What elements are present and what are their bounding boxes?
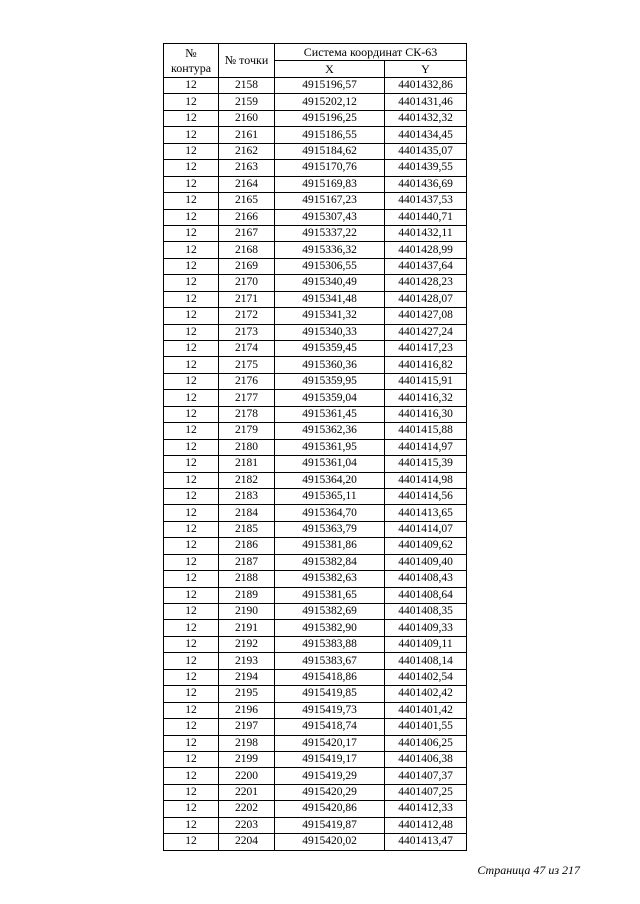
y-cell: 4401431,46	[385, 94, 467, 110]
table-row	[164, 817, 467, 833]
x-cell: 4915364,20	[275, 472, 385, 488]
y-cell: 4401407,25	[385, 784, 467, 800]
contour-cell: 12	[164, 719, 219, 735]
contour-cell: 12	[164, 521, 219, 537]
y-cell: 4401436,69	[385, 176, 467, 192]
contour-cell: 12	[164, 784, 219, 800]
y-cell: 4401434,45	[385, 127, 467, 143]
table-row	[164, 291, 467, 307]
y-cell: 4401427,24	[385, 324, 467, 340]
y-cell: 4401402,42	[385, 686, 467, 702]
contour-cell: 12	[164, 472, 219, 488]
contour-cell: 12	[164, 587, 219, 603]
point-cell: 2178	[219, 406, 275, 422]
y-cell: 4401408,43	[385, 571, 467, 587]
x-cell: 4915169,83	[275, 176, 385, 192]
point-cell: 2181	[219, 456, 275, 472]
y-cell: 4401408,14	[385, 653, 467, 669]
y-cell: 4401401,42	[385, 702, 467, 718]
x-cell: 4915337,22	[275, 225, 385, 241]
x-cell: 4915362,36	[275, 423, 385, 439]
header-coordinate-system: Система координат СК-63	[275, 44, 467, 61]
y-cell: 4401416,32	[385, 390, 467, 406]
point-cell: 2175	[219, 357, 275, 373]
table-row	[164, 686, 467, 702]
header-y: Y	[385, 61, 467, 78]
point-cell: 2186	[219, 538, 275, 554]
contour-cell: 12	[164, 78, 219, 94]
x-cell: 4915360,36	[275, 357, 385, 373]
x-cell: 4915341,32	[275, 308, 385, 324]
table-row	[164, 604, 467, 620]
table-row	[164, 110, 467, 126]
x-cell: 4915184,62	[275, 143, 385, 159]
contour-cell: 12	[164, 110, 219, 126]
header-contour-line2: контура	[170, 60, 212, 75]
x-cell: 4915364,70	[275, 505, 385, 521]
y-cell: 4401408,64	[385, 587, 467, 603]
x-cell: 4915361,45	[275, 406, 385, 422]
table-row	[164, 341, 467, 357]
contour-cell: 12	[164, 291, 219, 307]
point-cell: 2171	[219, 291, 275, 307]
header-point-number: № точки	[219, 44, 275, 78]
x-cell: 4915336,32	[275, 242, 385, 258]
contour-cell: 12	[164, 209, 219, 225]
point-cell: 2200	[219, 768, 275, 784]
table-row	[164, 653, 467, 669]
x-cell: 4915340,33	[275, 324, 385, 340]
table-row	[164, 127, 467, 143]
point-cell: 2199	[219, 751, 275, 767]
x-cell: 4915381,65	[275, 587, 385, 603]
table-row	[164, 94, 467, 110]
table-row	[164, 719, 467, 735]
contour-cell: 12	[164, 505, 219, 521]
x-cell: 4915382,90	[275, 620, 385, 636]
y-cell: 4401437,64	[385, 258, 467, 274]
table-row	[164, 423, 467, 439]
x-cell: 4915382,63	[275, 571, 385, 587]
table-row	[164, 571, 467, 587]
table-row	[164, 636, 467, 652]
y-cell: 4401408,35	[385, 604, 467, 620]
contour-cell: 12	[164, 834, 219, 850]
y-cell: 4401435,07	[385, 143, 467, 159]
contour-cell: 12	[164, 604, 219, 620]
point-cell: 2192	[219, 636, 275, 652]
table-row	[164, 160, 467, 176]
y-cell: 4401439,55	[385, 160, 467, 176]
y-cell: 4401406,25	[385, 735, 467, 751]
point-cell: 2177	[219, 390, 275, 406]
x-cell: 4915419,73	[275, 702, 385, 718]
table-row	[164, 193, 467, 209]
y-cell: 4401414,56	[385, 488, 467, 504]
point-cell: 2182	[219, 472, 275, 488]
table-row	[164, 143, 467, 159]
contour-cell: 12	[164, 193, 219, 209]
contour-cell: 12	[164, 653, 219, 669]
point-cell: 2176	[219, 373, 275, 389]
table-row	[164, 784, 467, 800]
contour-cell: 12	[164, 341, 219, 357]
point-cell: 2188	[219, 571, 275, 587]
table-row	[164, 258, 467, 274]
x-cell: 4915361,95	[275, 439, 385, 455]
point-cell: 2191	[219, 620, 275, 636]
coordinates-table	[163, 43, 467, 851]
y-cell: 4401437,53	[385, 193, 467, 209]
table-row	[164, 538, 467, 554]
table-row	[164, 275, 467, 291]
y-cell: 4401428,99	[385, 242, 467, 258]
contour-cell: 12	[164, 390, 219, 406]
point-cell: 2203	[219, 817, 275, 833]
x-cell: 4915196,25	[275, 110, 385, 126]
contour-cell: 12	[164, 538, 219, 554]
x-cell: 4915306,55	[275, 258, 385, 274]
table-row	[164, 357, 467, 373]
table-row	[164, 308, 467, 324]
y-cell: 4401409,11	[385, 636, 467, 652]
table-row	[164, 587, 467, 603]
point-cell: 2166	[219, 209, 275, 225]
contour-cell: 12	[164, 768, 219, 784]
table-row	[164, 521, 467, 537]
point-cell: 2164	[219, 176, 275, 192]
x-cell: 4915363,79	[275, 521, 385, 537]
y-cell: 4401409,33	[385, 620, 467, 636]
table-row	[164, 735, 467, 751]
contour-cell: 12	[164, 160, 219, 176]
y-cell: 4401413,65	[385, 505, 467, 521]
x-cell: 4915418,86	[275, 669, 385, 685]
point-cell: 2161	[219, 127, 275, 143]
x-cell: 4915361,04	[275, 456, 385, 472]
y-cell: 4401402,54	[385, 669, 467, 685]
table-row	[164, 225, 467, 241]
y-cell: 4401415,39	[385, 456, 467, 472]
header-x: X	[275, 61, 385, 78]
y-cell: 4401412,33	[385, 801, 467, 817]
table-header	[164, 44, 467, 78]
point-cell: 2162	[219, 143, 275, 159]
table-row	[164, 472, 467, 488]
x-cell: 4915382,84	[275, 554, 385, 570]
y-cell: 4401414,07	[385, 521, 467, 537]
x-cell: 4915420,17	[275, 735, 385, 751]
y-cell: 4401409,40	[385, 554, 467, 570]
x-cell: 4915186,55	[275, 127, 385, 143]
x-cell: 4915420,29	[275, 784, 385, 800]
x-cell: 4915418,74	[275, 719, 385, 735]
contour-cell: 12	[164, 225, 219, 241]
y-cell: 4401412,48	[385, 817, 467, 833]
x-cell: 4915365,11	[275, 488, 385, 504]
x-cell: 4915170,76	[275, 160, 385, 176]
x-cell: 4915419,85	[275, 686, 385, 702]
point-cell: 2174	[219, 341, 275, 357]
x-cell: 4915341,48	[275, 291, 385, 307]
x-cell: 4915340,49	[275, 275, 385, 291]
point-cell: 2204	[219, 834, 275, 850]
y-cell: 4401416,30	[385, 406, 467, 422]
contour-cell: 12	[164, 636, 219, 652]
point-cell: 2194	[219, 669, 275, 685]
table-row	[164, 406, 467, 422]
point-cell: 2163	[219, 160, 275, 176]
contour-cell: 12	[164, 801, 219, 817]
x-cell: 4915167,23	[275, 193, 385, 209]
y-cell: 4401432,32	[385, 110, 467, 126]
table-row	[164, 702, 467, 718]
y-cell: 4401413,47	[385, 834, 467, 850]
contour-cell: 12	[164, 620, 219, 636]
y-cell: 4401427,08	[385, 308, 467, 324]
contour-cell: 12	[164, 176, 219, 192]
page-number: Страница 47 из 217	[477, 863, 580, 877]
x-cell: 4915359,04	[275, 390, 385, 406]
y-cell: 4401432,86	[385, 78, 467, 94]
header-contour-line1: №	[185, 45, 197, 60]
point-cell: 2158	[219, 78, 275, 94]
y-cell: 4401416,82	[385, 357, 467, 373]
y-cell: 4401428,23	[385, 275, 467, 291]
contour-cell: 12	[164, 406, 219, 422]
contour-cell: 12	[164, 439, 219, 455]
x-cell: 4915382,69	[275, 604, 385, 620]
point-cell: 2201	[219, 784, 275, 800]
table-row	[164, 768, 467, 784]
point-cell: 2197	[219, 719, 275, 735]
point-cell: 2180	[219, 439, 275, 455]
point-cell: 2187	[219, 554, 275, 570]
x-cell: 4915307,43	[275, 209, 385, 225]
header-contour-number	[164, 44, 219, 78]
point-cell: 2195	[219, 686, 275, 702]
point-cell: 2160	[219, 110, 275, 126]
point-cell: 2165	[219, 193, 275, 209]
table-row	[164, 834, 467, 850]
y-cell: 4401409,62	[385, 538, 467, 554]
y-cell: 4401415,88	[385, 423, 467, 439]
point-cell: 2169	[219, 258, 275, 274]
table-row	[164, 209, 467, 225]
contour-cell: 12	[164, 127, 219, 143]
contour-cell: 12	[164, 357, 219, 373]
point-cell: 2173	[219, 324, 275, 340]
contour-cell: 12	[164, 143, 219, 159]
point-cell: 2190	[219, 604, 275, 620]
point-cell: 2196	[219, 702, 275, 718]
point-cell: 2202	[219, 801, 275, 817]
y-cell: 4401417,23	[385, 341, 467, 357]
contour-cell: 12	[164, 554, 219, 570]
y-cell: 4401406,38	[385, 751, 467, 767]
table-row	[164, 488, 467, 504]
table-row	[164, 456, 467, 472]
y-cell: 4401401,55	[385, 719, 467, 735]
contour-cell: 12	[164, 817, 219, 833]
x-cell: 4915381,86	[275, 538, 385, 554]
contour-cell: 12	[164, 242, 219, 258]
contour-cell: 12	[164, 308, 219, 324]
contour-cell: 12	[164, 751, 219, 767]
x-cell: 4915383,88	[275, 636, 385, 652]
table-body	[164, 78, 467, 851]
point-cell: 2185	[219, 521, 275, 537]
contour-cell: 12	[164, 275, 219, 291]
y-cell: 4401407,37	[385, 768, 467, 784]
contour-cell: 12	[164, 258, 219, 274]
point-cell: 2198	[219, 735, 275, 751]
table-row	[164, 78, 467, 94]
contour-cell: 12	[164, 669, 219, 685]
y-cell: 4401414,98	[385, 472, 467, 488]
point-cell: 2193	[219, 653, 275, 669]
x-cell: 4915383,67	[275, 653, 385, 669]
point-cell: 2168	[219, 242, 275, 258]
y-cell: 4401432,11	[385, 225, 467, 241]
point-cell: 2189	[219, 587, 275, 603]
contour-cell: 12	[164, 735, 219, 751]
x-cell: 4915420,02	[275, 834, 385, 850]
table-row	[164, 669, 467, 685]
table-row	[164, 439, 467, 455]
point-cell: 2179	[219, 423, 275, 439]
x-cell: 4915419,29	[275, 768, 385, 784]
point-cell: 2170	[219, 275, 275, 291]
contour-cell: 12	[164, 373, 219, 389]
table-row	[164, 801, 467, 817]
table-row	[164, 554, 467, 570]
point-cell: 2159	[219, 94, 275, 110]
contour-cell: 12	[164, 423, 219, 439]
x-cell: 4915359,45	[275, 341, 385, 357]
y-cell: 4401428,07	[385, 291, 467, 307]
x-cell: 4915420,86	[275, 801, 385, 817]
contour-cell: 12	[164, 571, 219, 587]
x-cell: 4915419,87	[275, 817, 385, 833]
contour-cell: 12	[164, 324, 219, 340]
contour-cell: 12	[164, 702, 219, 718]
table-row	[164, 505, 467, 521]
x-cell: 4915359,95	[275, 373, 385, 389]
table-row	[164, 390, 467, 406]
table-row	[164, 176, 467, 192]
x-cell: 4915202,12	[275, 94, 385, 110]
contour-cell: 12	[164, 94, 219, 110]
table-row	[164, 751, 467, 767]
y-cell: 4401414,97	[385, 439, 467, 455]
contour-cell: 12	[164, 686, 219, 702]
point-cell: 2167	[219, 225, 275, 241]
y-cell: 4401415,91	[385, 373, 467, 389]
contour-cell: 12	[164, 488, 219, 504]
contour-cell: 12	[164, 456, 219, 472]
table-row	[164, 324, 467, 340]
x-cell: 4915419,17	[275, 751, 385, 767]
table-row	[164, 620, 467, 636]
y-cell: 4401440,71	[385, 209, 467, 225]
point-cell: 2172	[219, 308, 275, 324]
table-row	[164, 242, 467, 258]
point-cell: 2184	[219, 505, 275, 521]
x-cell: 4915196,57	[275, 78, 385, 94]
point-cell: 2183	[219, 488, 275, 504]
table-row	[164, 373, 467, 389]
